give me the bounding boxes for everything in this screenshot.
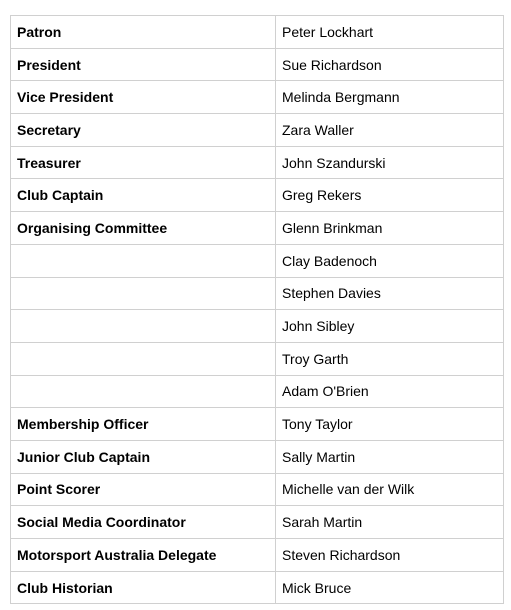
person-cell: John Sibley [276, 310, 504, 343]
role-cell: Club Historian [11, 571, 276, 604]
person-cell: Sarah Martin [276, 506, 504, 539]
role-cell: Organising Committee [11, 212, 276, 245]
role-cell [11, 342, 276, 375]
role-cell: Treasurer [11, 146, 276, 179]
role-cell: Vice President [11, 81, 276, 114]
table-row [11, 506, 504, 539]
table-row [11, 146, 504, 179]
table-row [11, 408, 504, 441]
role-cell [11, 310, 276, 343]
person-cell: Troy Garth [276, 342, 504, 375]
role-cell: Point Scorer [11, 473, 276, 506]
person-cell: John Szandurski [276, 146, 504, 179]
table-row [11, 571, 504, 604]
person-cell: Adam O'Brien [276, 375, 504, 408]
role-cell: Patron [11, 16, 276, 49]
table-row [11, 81, 504, 114]
table-row [11, 539, 504, 572]
role-cell [11, 277, 276, 310]
table-row [11, 16, 504, 49]
table-row [11, 244, 504, 277]
role-cell: Motorsport Australia Delegate [11, 539, 276, 572]
table-row [11, 473, 504, 506]
person-cell: Michelle van der Wilk [276, 473, 504, 506]
person-cell: Stephen Davies [276, 277, 504, 310]
table-row [11, 114, 504, 147]
person-cell: Greg Rekers [276, 179, 504, 212]
person-cell: Glenn Brinkman [276, 212, 504, 245]
role-cell: Junior Club Captain [11, 440, 276, 473]
table-row [11, 48, 504, 81]
role-cell: Secretary [11, 114, 276, 147]
table-row [11, 342, 504, 375]
table-row [11, 179, 504, 212]
table-row [11, 277, 504, 310]
person-cell: Clay Badenoch [276, 244, 504, 277]
person-cell: Peter Lockhart [276, 16, 504, 49]
person-cell: Sue Richardson [276, 48, 504, 81]
role-cell [11, 244, 276, 277]
table-row [11, 440, 504, 473]
role-cell: Club Captain [11, 179, 276, 212]
table-row [11, 375, 504, 408]
table-row [11, 310, 504, 343]
role-cell [11, 375, 276, 408]
person-cell: Zara Waller [276, 114, 504, 147]
person-cell: Tony Taylor [276, 408, 504, 441]
role-cell: President [11, 48, 276, 81]
person-cell: Mick Bruce [276, 571, 504, 604]
committee-table [10, 15, 504, 604]
person-cell: Melinda Bergmann [276, 81, 504, 114]
person-cell: Sally Martin [276, 440, 504, 473]
table-row [11, 212, 504, 245]
role-cell: Membership Officer [11, 408, 276, 441]
committee-table-body [11, 16, 504, 604]
role-cell: Social Media Coordinator [11, 506, 276, 539]
person-cell: Steven Richardson [276, 539, 504, 572]
